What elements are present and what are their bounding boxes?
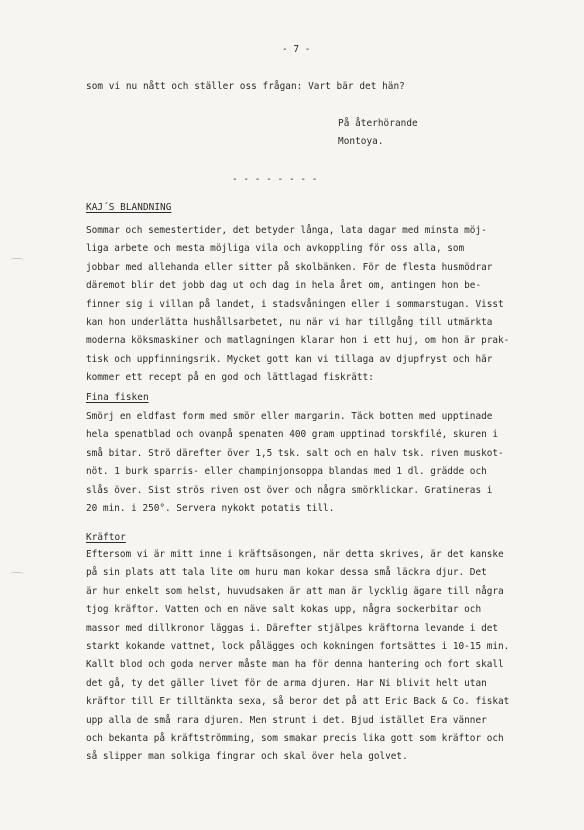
paragraph-line: starkt kokande vattnet, lock pålägges och kokningen fortsättes i 10-15 min. bbox=[86, 640, 510, 652]
paragraph-line: hela spenatblad och ovanpå spenaten 400 gram upptinad torskfilé, skuren i bbox=[86, 429, 499, 441]
paragraph-line: liga arbete och mesta möjliga vila och avkoppling för oss alla, som bbox=[86, 243, 465, 255]
separator: - - - - - - - - bbox=[232, 174, 318, 185]
paragraph-line: 20 min. i 250°. Servera nykokt potatis till. bbox=[86, 502, 335, 514]
paragraph-line: moderna köksmaskiner och matlagningen klarar hon i ett huj, om hon är prak- bbox=[86, 335, 510, 347]
page-number: - 7 - bbox=[282, 44, 311, 55]
paragraph-line: finner sig i villan på landet, i stadsvåningen eller i sommarstugan. Visst bbox=[86, 298, 504, 310]
paragraph-line: Eftersom vi är mitt inne i kräftsäsongen, när detta skrives, är det kanske bbox=[86, 549, 504, 560]
punch-hole-mark bbox=[10, 258, 24, 261]
paragraph-line: det gå, ty det gäller livet för de arma djuren. Har Ni blivit helt utan bbox=[86, 677, 487, 689]
paragraph-line: kommer ett recept på en god och lättlagad fiskrätt: bbox=[86, 372, 374, 384]
paragraph-line: tjog kräftor. Vatten och en näve salt kokas upp, några sockerbitar och bbox=[86, 604, 482, 616]
paragraph-line: på sin plats att tala lite om huru man kokar dessa små läckra djur. Det bbox=[86, 567, 487, 579]
intro-paragraph bbox=[86, 222, 536, 388]
paragraph-line: kräftor till Er tilltänkta sexa, så beror det på att Eric Back & Co. fiskat bbox=[86, 696, 510, 708]
paragraph-line: Sommar och semestertider, det betyder långa, lata dagar med minsta möj- bbox=[86, 225, 487, 236]
paragraph-line: nöt. 1 burk sparris- eller champinjonsoppa blandas med 1 dl. grädde och bbox=[86, 466, 487, 478]
recipe-kraftor-text bbox=[86, 546, 536, 767]
paragraph-line: så slipper man solkiga fingrar och skal över hela golvet. bbox=[86, 751, 408, 763]
recipe-heading-kraftor: Kräftor bbox=[86, 532, 126, 543]
punch-hole-mark bbox=[10, 572, 24, 575]
paragraph-line: och bekanta på kräftströmming, som smakar precis lika gott som kräftor och bbox=[86, 732, 504, 744]
signature-line-2: Montoya. bbox=[338, 136, 384, 147]
recipe-heading-fina-fisken: Fina fisken bbox=[86, 392, 149, 403]
section-title: KAJ´S BLANDNING bbox=[86, 202, 172, 213]
paragraph-line: upp alla de små rara djuren. Men strunt i det. Bjud istället Era vänner bbox=[86, 714, 487, 726]
paragraph-line: små bitar. Strö därefter över 1,5 tsk. salt och en halv tsk. riven muskot- bbox=[86, 447, 504, 459]
paragraph-line: slås över. Sist strös riven ost över och några smörklickar. Gratineras i bbox=[86, 484, 493, 496]
signature-line-1: På återhörande bbox=[338, 118, 418, 129]
recipe-fina-fisken-text bbox=[86, 408, 536, 518]
paragraph-line: Smörj en eldfast form med smör eller margarin. Täck botten med upptinade bbox=[86, 411, 493, 422]
paragraph-line: tisk och uppfinningsrik. Mycket gott kan vi tillaga av djupfryst och här bbox=[86, 353, 493, 365]
paragraph-line: Kallt blod och goda nerver måste man ha för denna hantering och fort skall bbox=[86, 659, 504, 671]
paragraph-line: kan hon underlätta hushållsarbetet, nu när vi har tillgång till utmärkta bbox=[86, 316, 493, 328]
paragraph-line: däremot blir det jobb dag ut och dag in hela året om, antingen hon be- bbox=[86, 280, 482, 292]
intro-line: som vi nu nått och ställer oss frågan: Vart bär det hän? bbox=[86, 81, 405, 92]
paragraph-line: är hur enkelt som helst, huvudsaken är att man är lycklig ägare till några bbox=[86, 585, 504, 597]
paragraph-line: massor med dillkronor läggas i. Därefter stjälpes kräftorna levande i det bbox=[86, 622, 499, 634]
paragraph-line: jobbar med allehanda eller sitter på skolbänken. För de flesta husmödrar bbox=[86, 261, 493, 273]
